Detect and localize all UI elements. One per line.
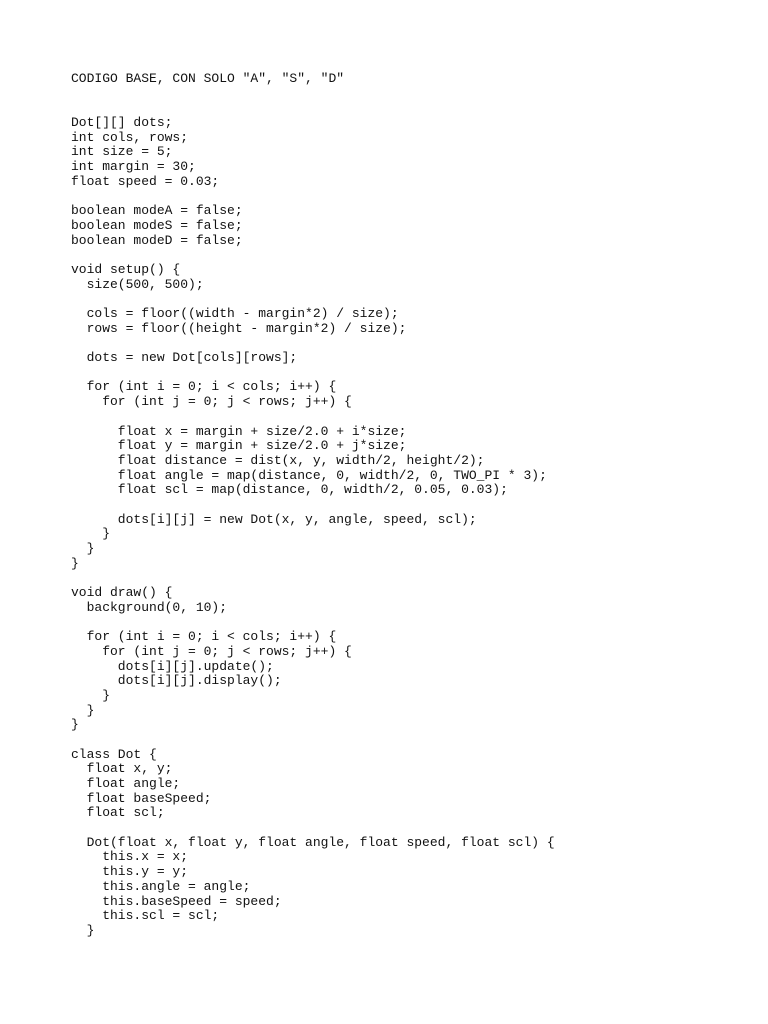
code-line: dots[i][j].display();: [71, 673, 282, 689]
code-line: int size = 5;: [71, 144, 173, 160]
code-line: [71, 410, 748, 425]
code-line: Dot[][] dots;: [71, 115, 173, 131]
code-line: [71, 571, 748, 586]
code-line: }: [71, 541, 95, 557]
code-line: [71, 336, 748, 351]
code-line: Dot(float x, float y, float angle, float speed, float scl) {: [71, 834, 555, 850]
code-line: int margin = 30;: [71, 159, 196, 175]
code-line: boolean modeA = false;: [71, 203, 243, 219]
code-line: this.scl = scl;: [71, 908, 220, 924]
code-line: cols = floor((width - margin*2) / size);: [71, 306, 399, 322]
code-line: this.baseSpeed = speed;: [71, 893, 282, 909]
document-page: [71, 72, 748, 1024]
code-line: float scl;: [71, 805, 165, 821]
code-line: [71, 292, 748, 307]
code-line: }: [71, 717, 79, 733]
code-line: float speed = 0.03;: [71, 173, 220, 189]
code-line: }: [71, 555, 79, 571]
code-line: }: [71, 687, 111, 703]
code-line: this.angle = angle;: [71, 878, 251, 894]
code-line: float distance = dist(x, y, width/2, height/2);: [71, 452, 485, 468]
code-line: for (int j = 0; j < rows; j++) {: [71, 394, 352, 410]
code-line: [71, 366, 748, 381]
code-line: int cols, rows;: [71, 129, 189, 145]
code-line: for (int i = 0; i < cols; i++) {: [71, 629, 337, 645]
code-line: this.y = y;: [71, 864, 189, 880]
code-line: float y = margin + size/2.0 + j*size;: [71, 438, 407, 454]
code-line: [71, 498, 748, 513]
code-line: float x = margin + size/2.0 + i*size;: [71, 423, 407, 439]
code-line: for (int i = 0; i < cols; i++) {: [71, 379, 337, 395]
spacer: [71, 87, 748, 116]
code-line: class Dot {: [71, 746, 157, 762]
code-line: [71, 821, 748, 836]
code-line: float angle;: [71, 776, 181, 792]
code-line: boolean modeD = false;: [71, 232, 243, 248]
code-line: boolean modeS = false;: [71, 217, 243, 233]
code-line: size(500, 500);: [71, 276, 204, 292]
code-line: float scl = map(distance, 0, width/2, 0.05, 0.03);: [71, 482, 508, 498]
code-line: [71, 615, 748, 630]
code-line: dots[i][j] = new Dot(x, y, angle, speed, scl);: [71, 511, 477, 527]
code-line: for (int j = 0; j < rows; j++) {: [71, 643, 352, 659]
code-line: [71, 190, 748, 205]
code-line: float x, y;: [71, 761, 173, 777]
code-line: }: [71, 702, 95, 718]
code-line: dots = new Dot[cols][rows];: [71, 350, 298, 366]
code-line: float angle = map(distance, 0, width/2, 0, TWO_PI * 3);: [71, 467, 547, 483]
code-line: }: [71, 922, 95, 938]
code-line: [71, 248, 748, 263]
code-line: background(0, 10);: [71, 599, 228, 615]
code-line: this.x = x;: [71, 849, 189, 865]
code-line: void draw() {: [71, 585, 173, 601]
code-line: [71, 733, 748, 748]
code-line: dots[i][j].update();: [71, 658, 274, 674]
code-line: }: [71, 526, 111, 542]
document-title: CODIGO BASE, CON SOLO "A", "S", "D": [71, 71, 345, 86]
code-block: [71, 116, 748, 939]
code-line: rows = floor((height - margin*2) / size);: [71, 320, 407, 336]
code-line: void setup() {: [71, 261, 181, 277]
code-line: float baseSpeed;: [71, 790, 212, 806]
